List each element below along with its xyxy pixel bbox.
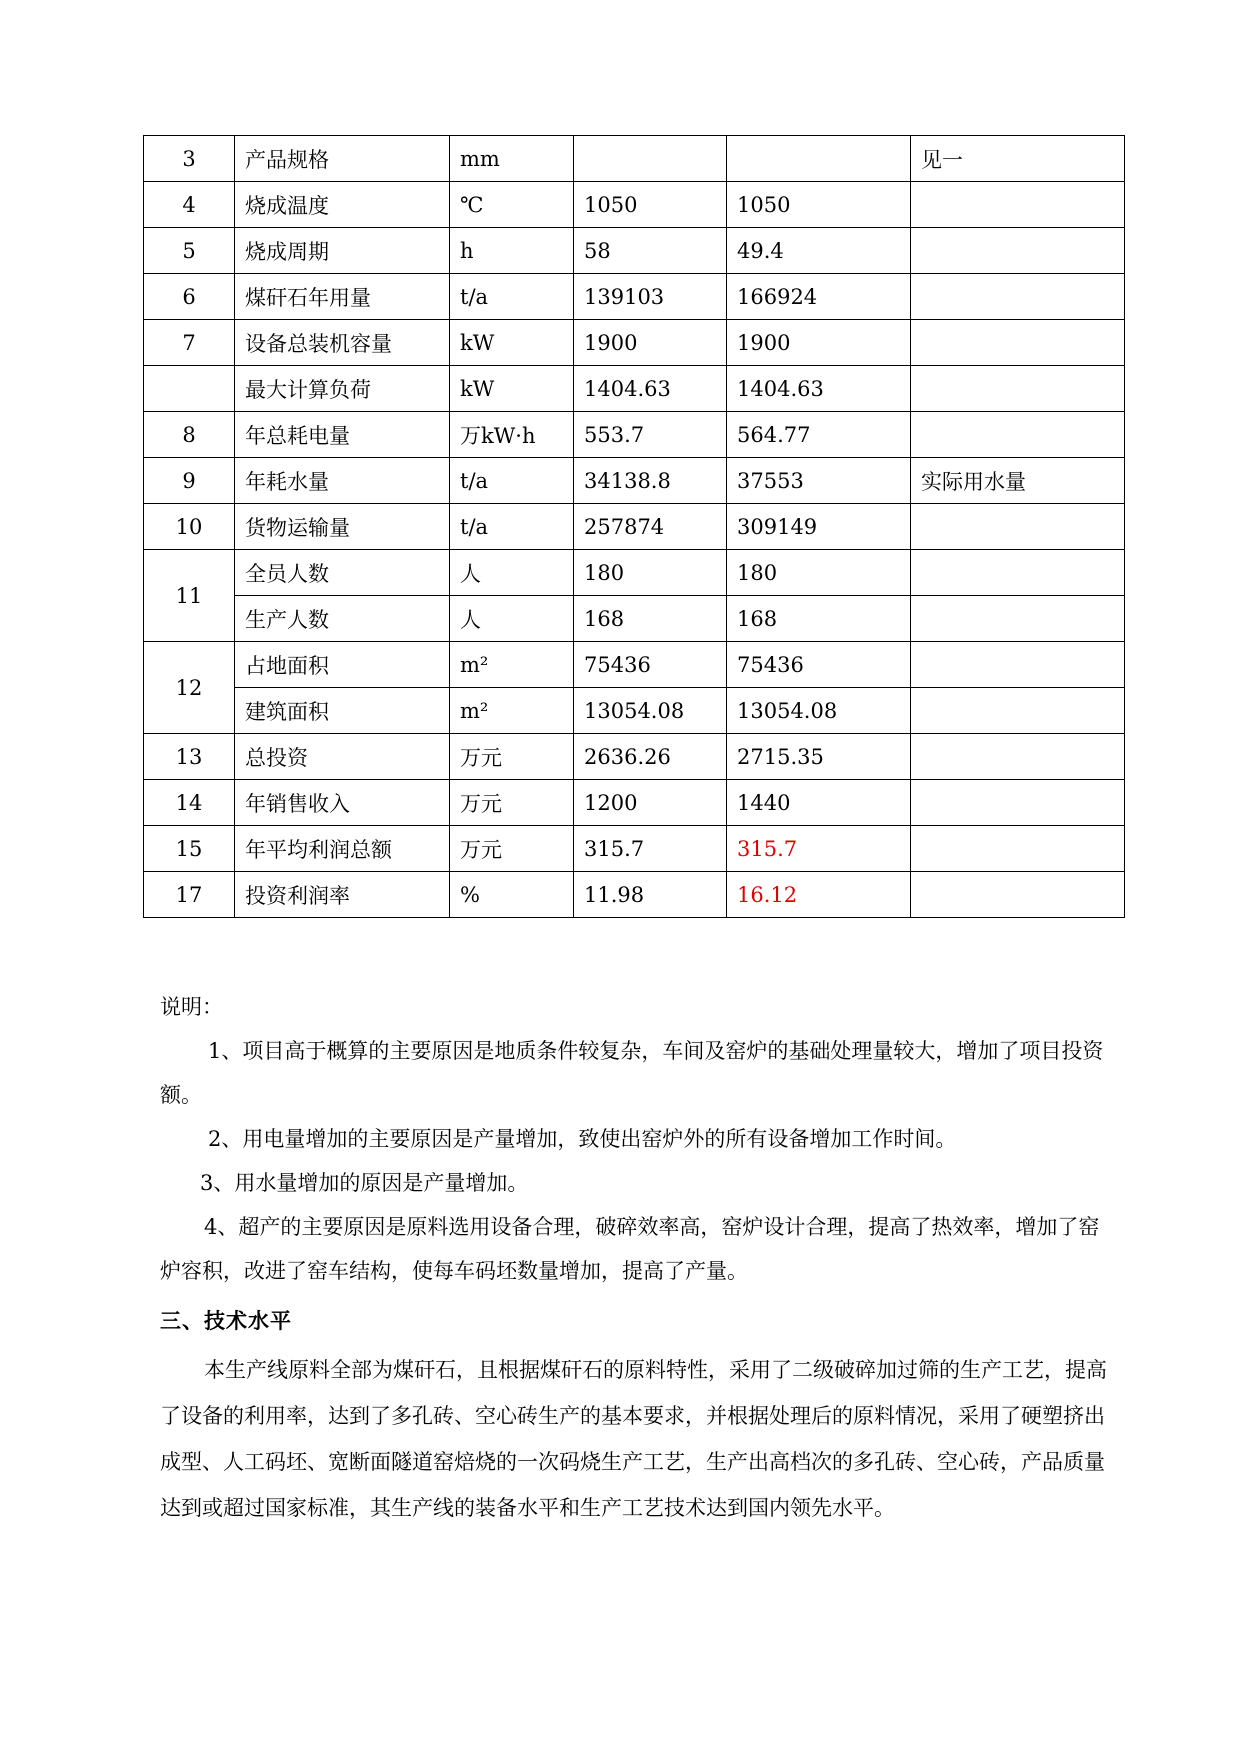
item-name: 烧成温度 (235, 182, 450, 228)
value-2-highlighted: 315.7 (727, 826, 911, 872)
item-name: 年耗水量 (235, 458, 450, 504)
table-row (144, 734, 1125, 780)
table-row (144, 366, 1125, 412)
remark: 实际用水量 (911, 458, 1125, 504)
remark (911, 780, 1125, 826)
unit: % (450, 872, 574, 918)
row-number: 14 (144, 780, 235, 826)
row-number: 11 (144, 550, 235, 642)
table-row (144, 412, 1125, 458)
value-1: 75436 (574, 642, 727, 688)
unit: 万元 (450, 734, 574, 780)
table-row (144, 228, 1125, 274)
value-2: 1440 (727, 780, 911, 826)
value-1: 1200 (574, 780, 727, 826)
table-row (144, 136, 1125, 182)
value-1: 139103 (574, 274, 727, 320)
note-item-1: 1、项目高于概算的主要原因是地质条件较复杂，车间及窑炉的基础处理量较大，增加了项目投资额。 (160, 1039, 1104, 1107)
unit: kW (450, 366, 574, 412)
item-name: 产品规格 (235, 136, 450, 182)
row-number (144, 366, 235, 412)
row-number: 15 (144, 826, 235, 872)
row-number: 12 (144, 642, 235, 734)
item-name: 设备总装机容量 (235, 320, 450, 366)
remark (911, 320, 1125, 366)
value-2: 1050 (727, 182, 911, 228)
remark (911, 688, 1125, 734)
value-2: 49.4 (727, 228, 911, 274)
value-1: 11.98 (574, 872, 727, 918)
unit: t/a (450, 458, 574, 504)
table-row (144, 872, 1125, 918)
row-number: 13 (144, 734, 235, 780)
item-name: 投资利润率 (235, 872, 450, 918)
item-name: 最大计算负荷 (235, 366, 450, 412)
value-1: 2636.26 (574, 734, 727, 780)
notes-label: 说明： (160, 995, 223, 1019)
value-2: 75436 (727, 642, 911, 688)
value-1: 168 (574, 596, 727, 642)
row-number: 7 (144, 320, 235, 366)
remark (911, 182, 1125, 228)
table-row (144, 504, 1125, 550)
notes-section (160, 985, 1110, 1531)
item-name: 建筑面积 (235, 688, 450, 734)
value-2: 2715.35 (727, 734, 911, 780)
item-name: 全员人数 (235, 550, 450, 596)
remark (911, 550, 1125, 596)
item-name: 年销售收入 (235, 780, 450, 826)
table-row (144, 458, 1125, 504)
remark (911, 734, 1125, 780)
item-name: 生产人数 (235, 596, 450, 642)
unit: m² (450, 642, 574, 688)
table-row (144, 826, 1125, 872)
table-row (144, 642, 1125, 688)
unit: 人 (450, 596, 574, 642)
value-2: 37553 (727, 458, 911, 504)
remark (911, 228, 1125, 274)
value-2: 1404.63 (727, 366, 911, 412)
value-2: 13054.08 (727, 688, 911, 734)
row-number: 3 (144, 136, 235, 182)
table-row (144, 780, 1125, 826)
unit: t/a (450, 504, 574, 550)
value-2: 564.77 (727, 412, 911, 458)
unit: m² (450, 688, 574, 734)
value-2: 309149 (727, 504, 911, 550)
unit: h (450, 228, 574, 274)
item-name: 总投资 (235, 734, 450, 780)
item-name: 占地面积 (235, 642, 450, 688)
value-2: 166924 (727, 274, 911, 320)
row-number: 17 (144, 872, 235, 918)
row-number: 9 (144, 458, 235, 504)
remark (911, 642, 1125, 688)
value-1: 1900 (574, 320, 727, 366)
unit: 万kW·h (450, 412, 574, 458)
row-number: 6 (144, 274, 235, 320)
value-1: 58 (574, 228, 727, 274)
remark (911, 826, 1125, 872)
value-2 (727, 136, 911, 182)
row-number: 5 (144, 228, 235, 274)
section-heading: 三、技术水平 (160, 1308, 292, 1333)
table-row (144, 550, 1125, 596)
value-2: 1900 (727, 320, 911, 366)
unit: kW (450, 320, 574, 366)
unit: mm (450, 136, 574, 182)
remark (911, 596, 1125, 642)
note-item-2: 2、用电量增加的主要原因是产量增加，致使出窑炉外的所有设备增加工作时间。 (208, 1127, 957, 1151)
value-1: 34138.8 (574, 458, 727, 504)
value-1: 315.7 (574, 826, 727, 872)
item-name: 货物运输量 (235, 504, 450, 550)
value-1 (574, 136, 727, 182)
value-1: 1404.63 (574, 366, 727, 412)
unit: t/a (450, 274, 574, 320)
value-1: 180 (574, 550, 727, 596)
unit: 人 (450, 550, 574, 596)
value-1: 553.7 (574, 412, 727, 458)
remark (911, 412, 1125, 458)
table-row (144, 182, 1125, 228)
unit: ℃ (450, 182, 574, 228)
table-row (144, 688, 1125, 734)
remark (911, 872, 1125, 918)
value-1: 1050 (574, 182, 727, 228)
note-item-3: 3、用水量增加的原因是产量增加。 (200, 1171, 529, 1195)
value-2: 168 (727, 596, 911, 642)
unit: 万元 (450, 780, 574, 826)
value-1: 257874 (574, 504, 727, 550)
remark (911, 366, 1125, 412)
item-name: 煤矸石年用量 (235, 274, 450, 320)
unit: 万元 (450, 826, 574, 872)
remark: 见一 (911, 136, 1125, 182)
table-row (144, 596, 1125, 642)
section-paragraph: 本生产线原料全部为煤矸石，且根据煤矸石的原料特性，采用了二级破碎加过筛的生产工艺，提高了设备的利用率，达到了多孔砖、空心砖生产的基本要求，并根据处理后的原料情况，采用了硬塑挤出成型、人工码坯、宽断面隧道窑焙烧的一次码烧生产工艺，生产出高档次的多孔砖、空心砖，产品质量达到或超过国家标准，其生产线的装备水平和生产工艺技术达到国内领先水平。 (160, 1358, 1107, 1520)
table-row (144, 274, 1125, 320)
value-2: 180 (727, 550, 911, 596)
value-2-highlighted: 16.12 (727, 872, 911, 918)
row-number: 4 (144, 182, 235, 228)
row-number: 10 (144, 504, 235, 550)
row-number: 8 (144, 412, 235, 458)
project-indicators-table (143, 135, 1125, 918)
value-1: 13054.08 (574, 688, 727, 734)
item-name: 烧成周期 (235, 228, 450, 274)
item-name: 年总耗电量 (235, 412, 450, 458)
table-row (144, 320, 1125, 366)
remark (911, 504, 1125, 550)
note-item-4: 4、超产的主要原因是原料选用设备合理，破碎效率高，窑炉设计合理，提高了热效率，增加了窑炉容积，改进了窑车结构，使每车码坯数量增加，提高了产量。 (160, 1215, 1100, 1283)
item-name: 年平均利润总额 (235, 826, 450, 872)
remark (911, 274, 1125, 320)
